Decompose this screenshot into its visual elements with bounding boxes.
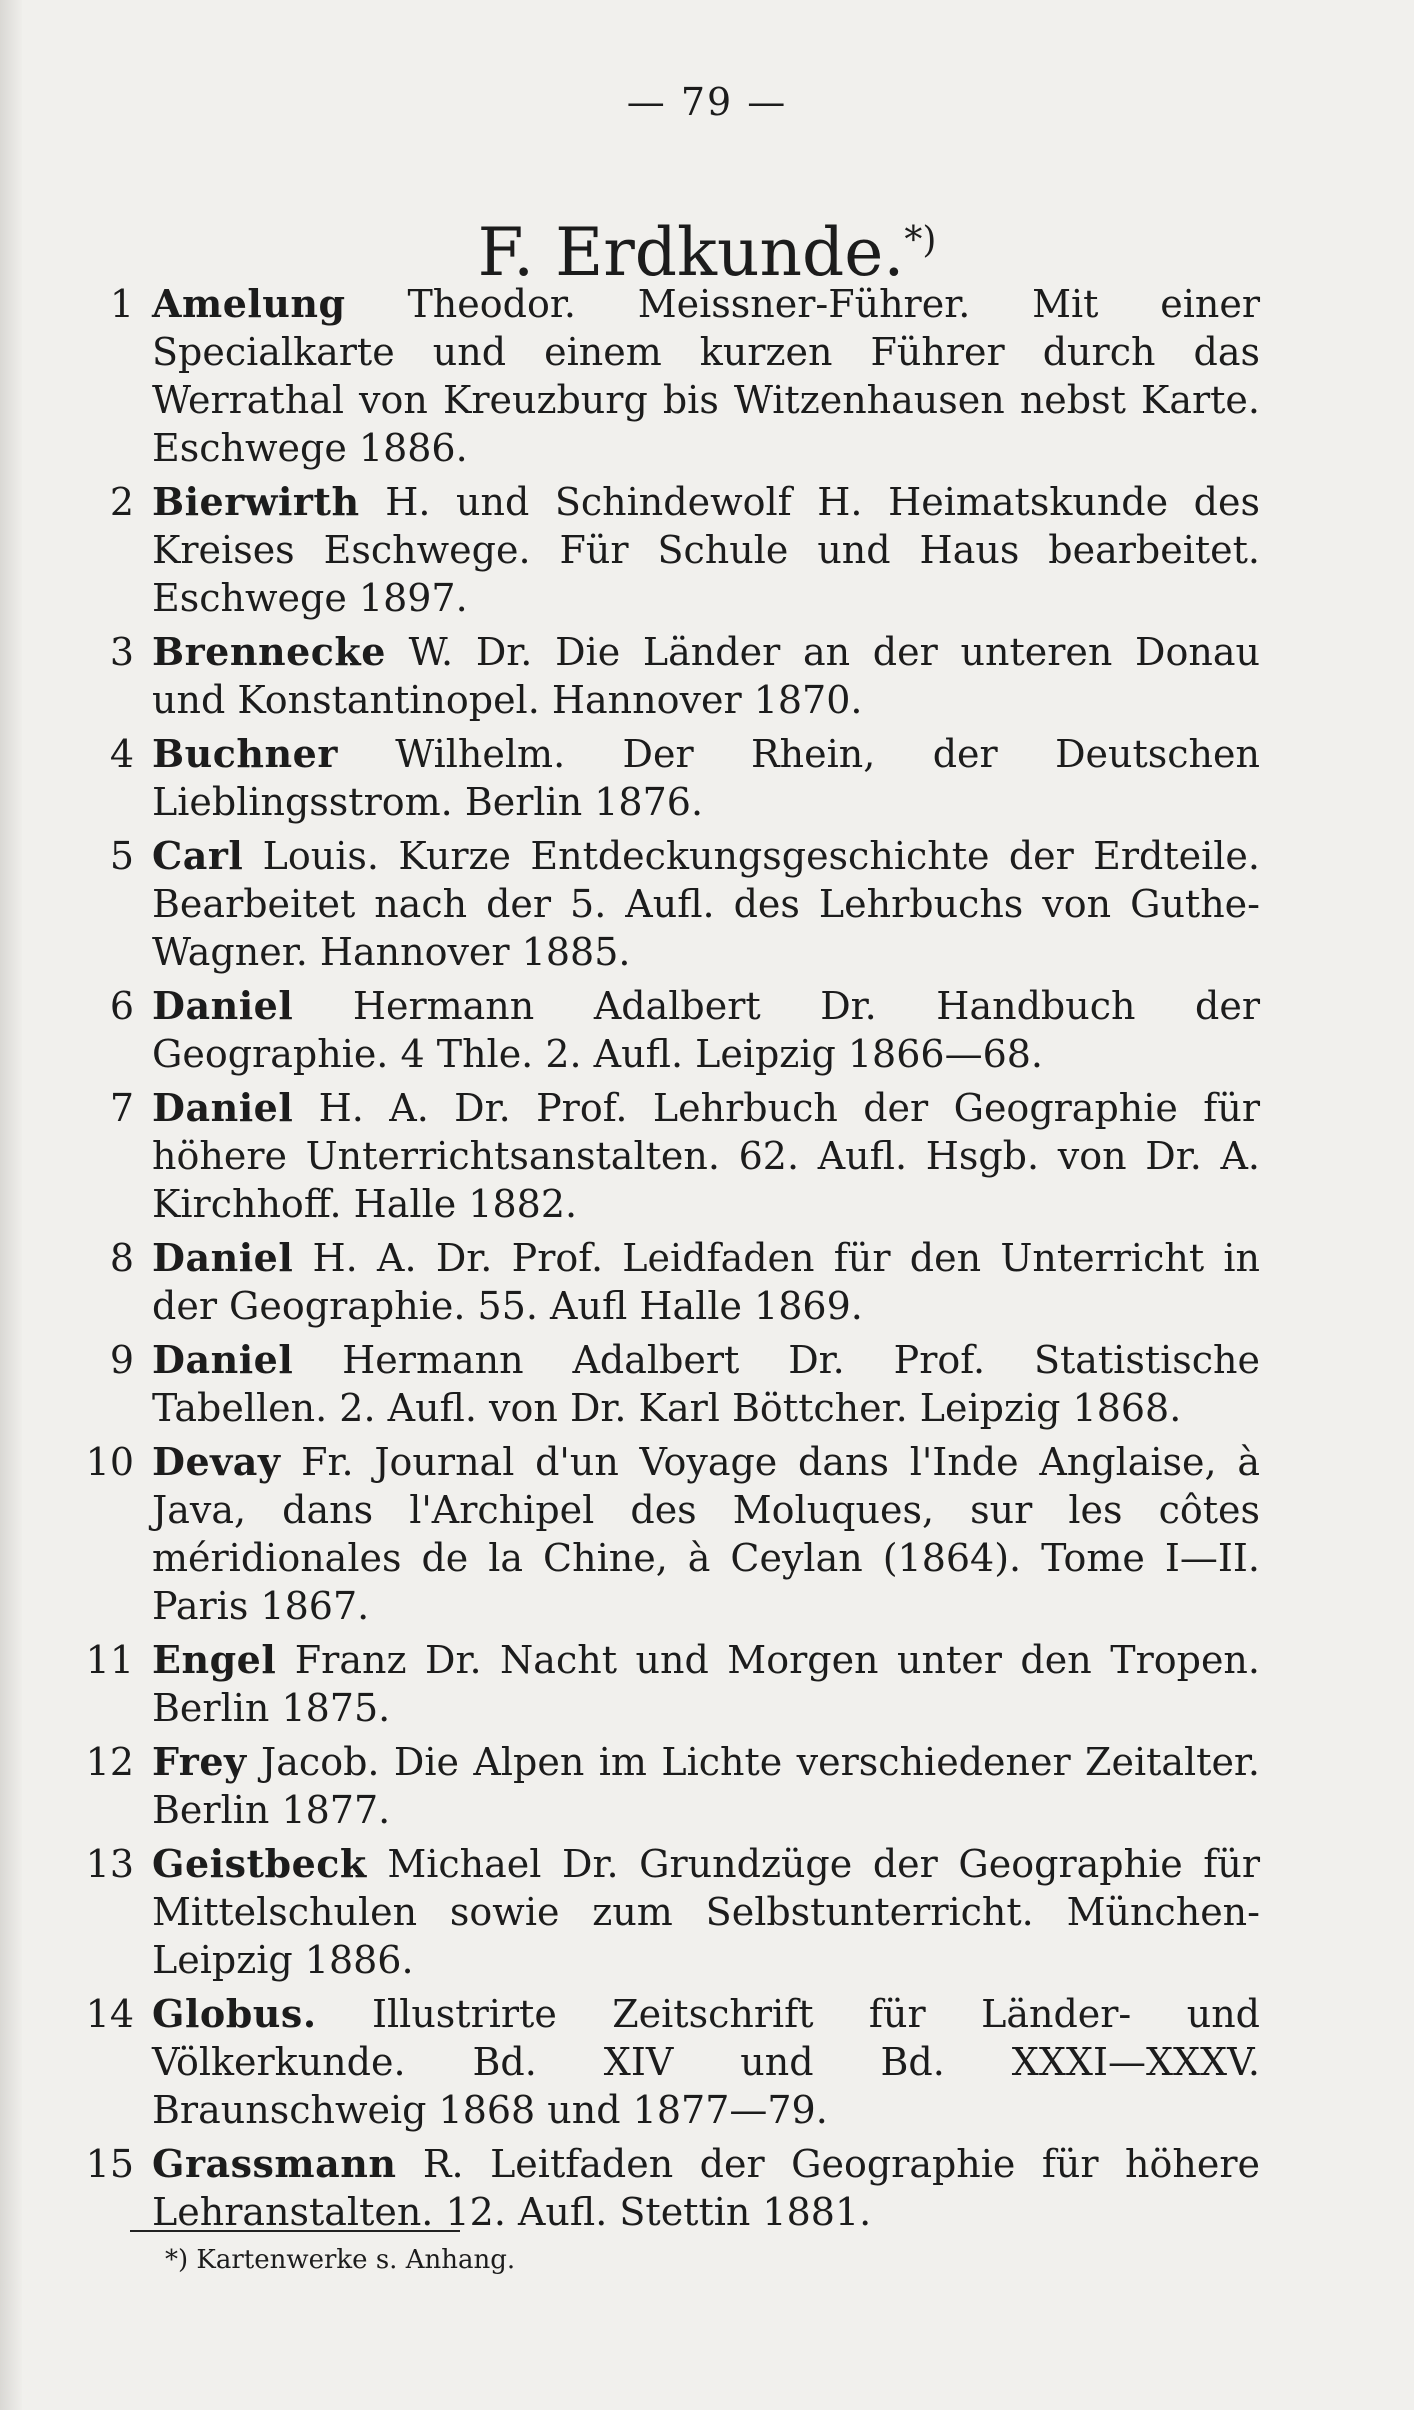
entry-text: Michael Dr. Grundzüge der Geographie für Mittelschulen sowie zum Selbstunterricht. München-Leipzig 1886.	[152, 1842, 1260, 1982]
entry-number: 3	[109, 630, 134, 674]
entry-body	[152, 832, 1260, 976]
entry-number: 6	[109, 984, 134, 1028]
entry-author: Globus.	[152, 1991, 317, 2036]
entry-author: Engel	[152, 1637, 277, 1682]
entry-author: Daniel	[152, 1337, 294, 1382]
entry-author: Grassmann	[152, 2141, 397, 2186]
entry-number: 10	[85, 1440, 134, 1484]
bibliography-entry	[60, 1840, 1260, 1984]
entry-text: Franz Dr. Nacht und Morgen unter den Tropen. Berlin 1875.	[152, 1638, 1260, 1730]
entry-author: Brennecke	[152, 629, 386, 674]
entry-text: H. A. Dr. Prof. Lehrbuch der Geographie für höhere Unterrichtsanstalten. 62. Aufl. Hsgb. von Dr. A. Kirchhoff. Halle 1882.	[152, 1086, 1260, 1226]
entry-author: Carl	[152, 833, 244, 878]
entry-text: Illustrirte Zeitschrift für Länder- und Völkerkunde. Bd. XIV und Bd. XXXI—XXXV. Braunschweig 1868 und 1877—79.	[152, 1992, 1260, 2132]
entry-body	[152, 982, 1260, 1078]
bibliography-entry	[60, 1990, 1260, 2134]
entry-body	[152, 1990, 1260, 2134]
entry-body	[152, 1336, 1260, 1432]
entry-body	[152, 1234, 1260, 1330]
entry-author: Buchner	[152, 731, 338, 776]
bibliography-entry	[60, 1234, 1260, 1330]
entry-number: 2	[109, 480, 134, 524]
entry-author: Daniel	[152, 1085, 294, 1130]
bibliography-entry	[60, 730, 1260, 826]
bibliography-entry	[60, 280, 1260, 472]
entry-number: 1	[109, 282, 134, 326]
section-title-text: F. Erdkunde.	[477, 214, 905, 292]
entry-text: W. Dr. Die Länder an der unteren Donau und Konstantinopel. Hannover 1870.	[152, 630, 1260, 722]
entry-text: Hermann Adalbert Dr. Handbuch der Geographie. 4 Thle. 2. Aufl. Leipzig 1866—68.	[152, 984, 1260, 1076]
entry-number: 5	[109, 834, 134, 878]
entry-body	[152, 730, 1260, 826]
entry-number: 15	[85, 2142, 134, 2186]
entry-author: Daniel	[152, 983, 294, 1028]
entry-number: 4	[109, 732, 134, 776]
bibliography-entry	[60, 628, 1260, 724]
entry-body	[152, 1084, 1260, 1228]
entry-author: Amelung	[152, 281, 346, 326]
entry-number: 14	[85, 1992, 134, 2036]
entry-author: Daniel	[152, 1235, 294, 1280]
entry-author: Bierwirth	[152, 479, 360, 524]
entry-body	[152, 1438, 1260, 1630]
bibliography-entry	[60, 1336, 1260, 1432]
entry-body	[152, 1840, 1260, 1984]
bibliography-entry	[60, 1438, 1260, 1630]
entry-number: 11	[85, 1638, 134, 1682]
entry-number: 8	[109, 1236, 134, 1280]
entry-body	[152, 1636, 1260, 1732]
entry-text: H. A. Dr. Prof. Leidfaden für den Unterricht in der Geographie. 55. Aufl Halle 1869.	[152, 1236, 1260, 1328]
bibliography-entry	[60, 1084, 1260, 1228]
entry-text: Wilhelm. Der Rhein, der Deutschen Lieblingsstrom. Berlin 1876.	[152, 732, 1260, 824]
bibliography-entry	[60, 1738, 1260, 1834]
entry-number: 12	[85, 1740, 134, 1784]
entry-number: 13	[85, 1842, 134, 1886]
entry-text: Louis. Kurze Entdeckungsgeschichte der Erdteile. Bearbeitet nach der 5. Aufl. des Lehrbuchs von Guthe-Wagner. Hannover 1885.	[152, 834, 1260, 974]
bibliography-entry	[60, 2140, 1260, 2236]
entry-text: Jacob. Die Alpen im Lichte verschiedener Zeitalter. Berlin 1877.	[152, 1740, 1260, 1832]
entry-body	[152, 628, 1260, 724]
entry-text: R. Leitfaden der Geographie für höhere Lehranstalten. 12. Aufl. Stettin 1881.	[152, 2142, 1260, 2234]
entry-number: 7	[109, 1086, 134, 1130]
bibliography-entry	[60, 982, 1260, 1078]
bibliography-entry	[60, 1636, 1260, 1732]
entry-author: Devay	[152, 1439, 281, 1484]
bibliography-entry	[60, 478, 1260, 622]
bibliography-list	[60, 280, 1260, 2242]
entry-text: Hermann Adalbert Dr. Prof. Statistische Tabellen. 2. Aufl. von Dr. Karl Böttcher. Leipzig 1868.	[152, 1338, 1260, 1430]
bibliography-entry	[60, 832, 1260, 976]
page-edge-shadow	[0, 0, 22, 2410]
entry-body	[152, 1738, 1260, 1834]
entry-body	[152, 280, 1260, 472]
footnote-divider	[130, 2230, 460, 2232]
entry-author: Frey	[152, 1739, 247, 1784]
entry-body	[152, 478, 1260, 622]
entry-text: H. und Schindewolf H. Heimatskunde des Kreises Eschwege. Für Schule und Haus bearbeitet. Eschwege 1897.	[152, 480, 1260, 620]
entry-body	[152, 2140, 1260, 2236]
entry-text: Theodor. Meissner-Führer. Mit einer Specialkarte und einem kurzen Führer durch das Werrathal von Kreuzburg bis Witzenhausen nebst Karte. Eschwege 1886.	[152, 282, 1260, 470]
footnote-marker: *)	[904, 220, 937, 262]
entry-author: Geistbeck	[152, 1841, 367, 1886]
entry-text: Fr. Journal d'un Voyage dans l'Inde Anglaise, à Java, dans l'Archipel des Moluques, sur les côtes méridionales de la Chine, à Ceylan (1864). Tome I—II. Paris 1867.	[152, 1440, 1260, 1628]
page-number: — 79 —	[626, 80, 788, 124]
footnote: *) Kartenwerke s. Anhang.	[165, 2245, 516, 2275]
entry-number: 9	[109, 1338, 134, 1382]
